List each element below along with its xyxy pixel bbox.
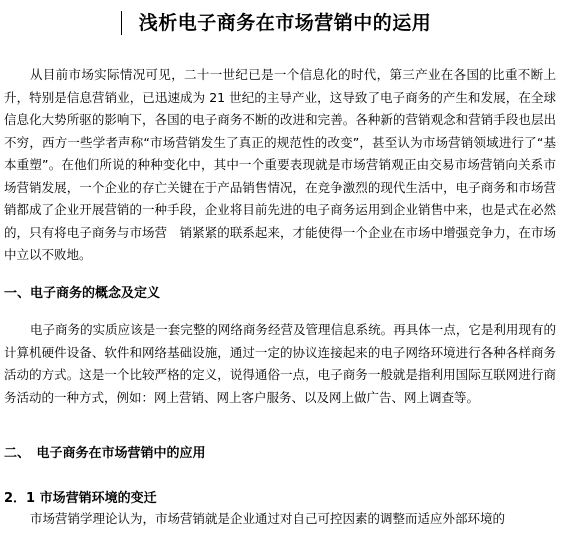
section1-heading: 一、电子商务的概念及定义 bbox=[4, 286, 161, 301]
subsection-paragraph: 市场营销学理论认为，市场营销就是企业通过对自己可控因素的调整而适应外部环境的 bbox=[30, 511, 506, 526]
document-title: 浅析电子商务在市场营销中的运用 bbox=[138, 12, 432, 34]
section2-heading: 二、 电子商务在市场营销中的应用 bbox=[4, 446, 206, 461]
subsection-heading: 2．1 市场营销环境的变迁 bbox=[4, 491, 157, 506]
section1-paragraph: 电子商务的实质应该是一套完整的网络商务经营及管理信息系统。再具体一点，它是利用现有的计算机硬件设备、软件和网络基础设施，通过一定的协议连接起来的电子网络环境进行各种各样商务活动的方式。这是一个比较严格的定义，说得通俗一点，电子商务一般就是指利用国际互联网进行商务活动的一种方式，例如：网上营销、网上客户服务、以及网上做广告、网上调查等。 bbox=[4, 322, 556, 405]
intro-paragraph: 从目前市场实际情况可见，二十一世纪已是一个信息化的时代，第三产业在各国的比重不断上升，特别是信息营销业，已迅速成为 21 世纪的主导产业，这导致了电子商务的产生和发展，在全球信息化大势所驱的影响下，各国的电子商务不断的改进和完善。各种新的营销观念和营销手段也层出不穷，西方一些学者声称“市场营销发生了真正的规范性的改变”，甚至认为市场营销领域进行了“基本重塑”。在他们所说的种种变化中，其中一个重要表现就是市场营销观正由交易市场营销向关系市场营销发展，一个企业的存亡关键在于产品销售情况，在竞争激烈的现代生活中，电子商务和市场营销都成了企业开展营销的一种手段，企业将目前先进的电子商务运用到企业销售中来，也是式在必然的，只有将电子商务与市场营 销紧紧的联系起来，才能使得一个企业在市场中增强竞争力，在市场中立以不败地。 bbox=[4, 67, 556, 262]
